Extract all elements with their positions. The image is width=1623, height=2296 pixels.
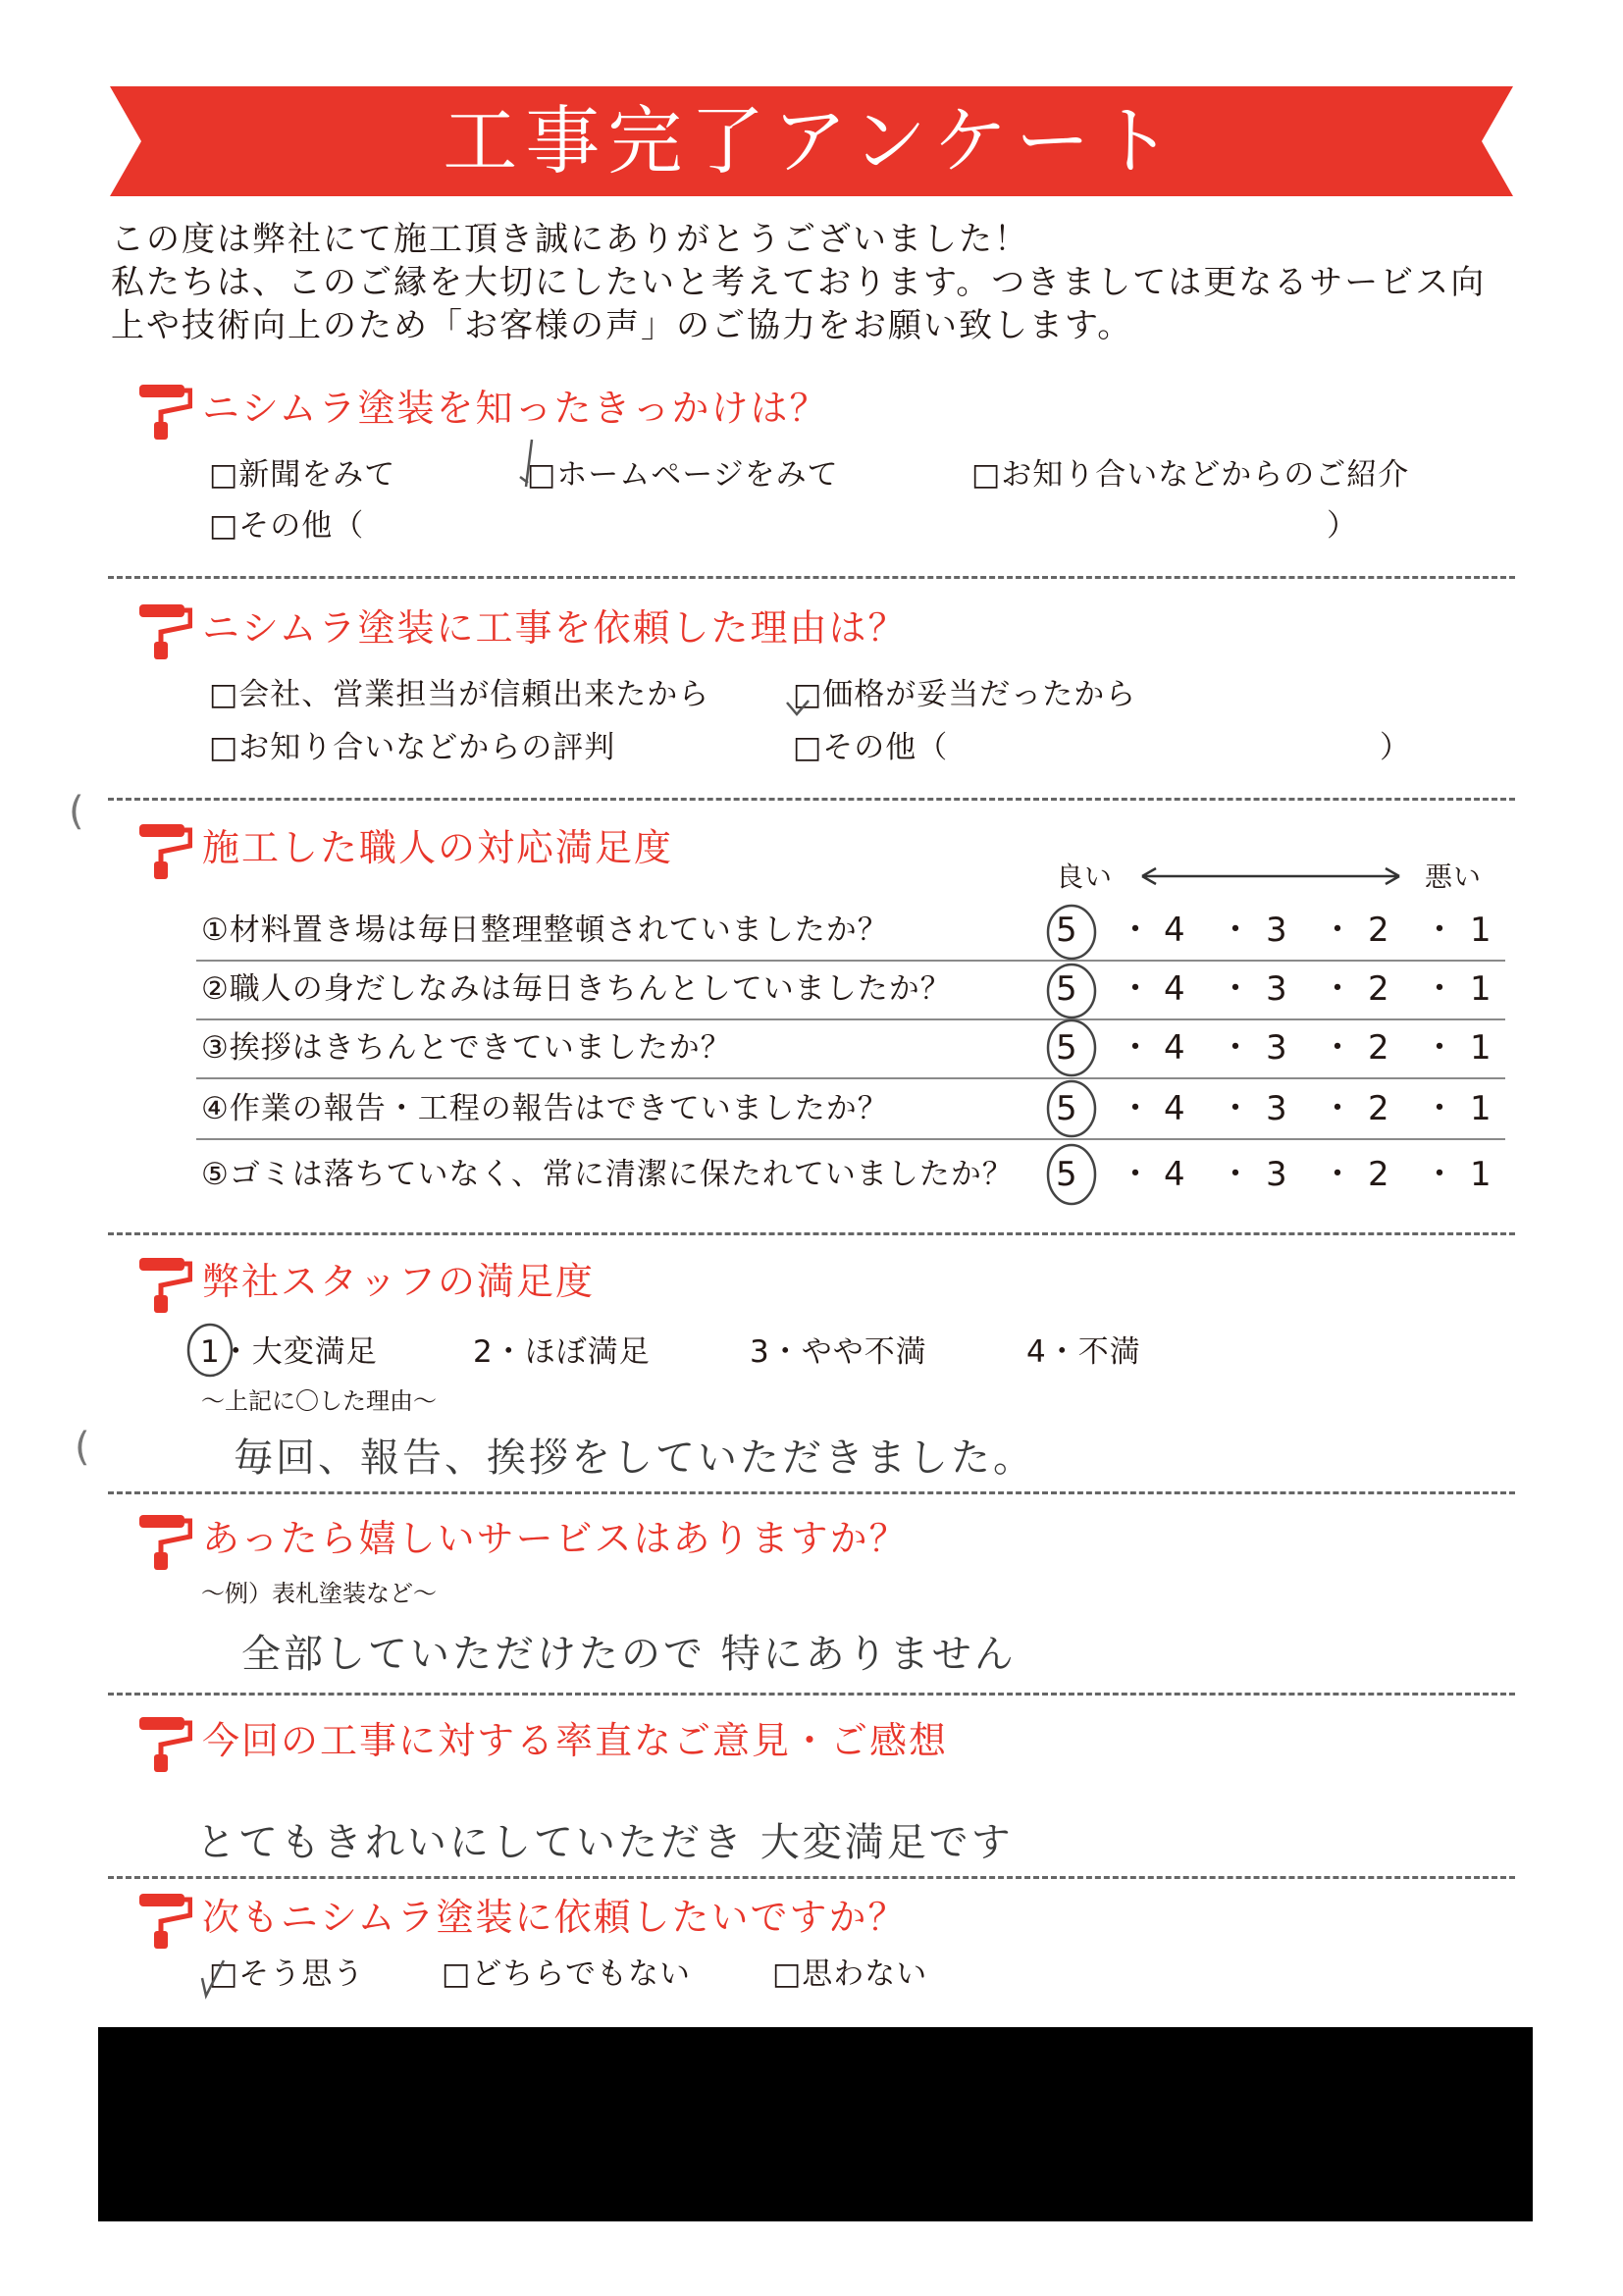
- divider-q1: [108, 576, 1515, 579]
- paint-roller-icon: [137, 1252, 192, 1315]
- rating-question-4: ④作業の報告・工程の報告はできていましたか？: [201, 1091, 889, 1126]
- paint-roller-icon: [137, 818, 192, 881]
- q7-option-yes[interactable]: □そう思う: [209, 1957, 365, 1992]
- scale-sep: ・: [1423, 1089, 1456, 1128]
- rating-question-5: ⑤ゴミは落ちていなく、常に清潔に保たれていましたか？: [201, 1157, 1014, 1192]
- page-title: 工事完了アンケート: [443, 97, 1180, 184]
- q2-option-other[interactable]: □その他（: [793, 730, 949, 765]
- q2-other-close-paren: ）: [1380, 730, 1411, 765]
- paint-roller-icon: [137, 1509, 192, 1572]
- scale-sep: ・: [1119, 1028, 1152, 1068]
- q2-option-trust[interactable]: □会社、営業担当が信頼出来たから: [209, 677, 710, 712]
- scale-sep: ・: [1219, 969, 1252, 1009]
- scale-sep: ・: [1423, 1028, 1456, 1068]
- scale-2[interactable]: 2: [1368, 1155, 1389, 1194]
- scale-sep: ・: [1119, 911, 1152, 950]
- scale-5[interactable]: 5: [1056, 1089, 1077, 1128]
- rating-question-3: ③挨拶はきちんとできていましたか？: [201, 1030, 732, 1066]
- redacted-area: [98, 2027, 1533, 2221]
- selected-circle-5: [1042, 901, 1101, 964]
- q4-option-very-satisfied[interactable]: 1・大変満足: [200, 1334, 378, 1370]
- intro-line-3: 上や技術向上のため「お客様の声」のご協力をお願い致します。: [111, 306, 1133, 345]
- q2-option-price[interactable]: □価格が妥当だったから: [793, 677, 1137, 712]
- selected-circle-5: [1042, 1077, 1101, 1140]
- scale-sep: ・: [1219, 1028, 1252, 1068]
- selected-circle-1: [183, 1321, 237, 1380]
- scale-sep: ・: [1423, 911, 1456, 950]
- selected-circle-5: [1042, 1017, 1101, 1079]
- scale-sep: ・: [1423, 1155, 1456, 1194]
- scale-3[interactable]: 3: [1266, 969, 1287, 1009]
- scale-2[interactable]: 2: [1368, 1089, 1389, 1128]
- scale-sep: ・: [1321, 1089, 1354, 1128]
- row-rule: [196, 960, 1505, 962]
- scale-sep: ・: [1321, 1155, 1354, 1194]
- divider-q4: [108, 1491, 1515, 1494]
- scale-5[interactable]: 5: [1056, 969, 1077, 1009]
- divider-q3: [108, 1232, 1515, 1235]
- scale-3[interactable]: 3: [1266, 1089, 1287, 1128]
- paint-roller-icon: [137, 1888, 192, 1951]
- scale-good-label: 良い: [1056, 861, 1114, 893]
- q4-option-somewhat-dissatisfied[interactable]: 3・やや不満: [750, 1334, 927, 1370]
- scale-1[interactable]: 1: [1470, 1089, 1492, 1128]
- scale-5[interactable]: 5: [1056, 1028, 1077, 1068]
- scale-2[interactable]: 2: [1368, 969, 1389, 1009]
- q1-checkmark: [516, 438, 555, 496]
- scale-3[interactable]: 3: [1266, 1028, 1287, 1068]
- section-heading-text: 今回の工事に対する率直なご意見・ご感想: [202, 1719, 949, 1762]
- row-rule: [196, 1077, 1505, 1079]
- margin-mark: (: [69, 789, 84, 834]
- q2-checkmark: [783, 685, 822, 724]
- scale-5[interactable]: 5: [1056, 1155, 1077, 1194]
- q1-option-newspaper[interactable]: □新聞をみて: [209, 457, 396, 493]
- q1-other-close-paren: ）: [1327, 508, 1358, 544]
- section-heading-text: 施工した職人の対応満足度: [202, 826, 674, 869]
- scale-4[interactable]: 4: [1164, 1028, 1185, 1068]
- q1-option-homepage[interactable]: □ホームページをみて: [527, 457, 839, 493]
- scale-4[interactable]: 4: [1164, 1089, 1185, 1128]
- scale-1[interactable]: 1: [1470, 1028, 1492, 1068]
- scale-sep: ・: [1219, 1089, 1252, 1128]
- selected-circle-5: [1042, 960, 1101, 1022]
- scale-1[interactable]: 1: [1470, 969, 1492, 1009]
- q7-option-no[interactable]: □思わない: [772, 1957, 928, 1992]
- selected-circle-5: [1042, 1140, 1101, 1209]
- scale-1[interactable]: 1: [1470, 911, 1492, 950]
- scale-sep: ・: [1219, 1155, 1252, 1194]
- scale-sep: ・: [1119, 1089, 1152, 1128]
- scale-4[interactable]: 4: [1164, 969, 1185, 1009]
- scale-2[interactable]: 2: [1368, 1028, 1389, 1068]
- q4-handwritten-answer[interactable]: 毎回、報告、挨拶をしていただきました。: [234, 1435, 1035, 1481]
- intro-line-1: この度は弊社にて施工頂き誠にありがとうございました！: [111, 220, 1029, 259]
- q4-reason-label: 〜上記に〇した理由〜: [201, 1387, 437, 1415]
- q7-option-neutral[interactable]: □どちらでもない: [442, 1957, 691, 1992]
- paint-roller-icon: [137, 379, 192, 442]
- scale-4[interactable]: 4: [1164, 1155, 1185, 1194]
- intro-line-2: 私たちは、このご縁を大切にしたいと考えております。つきましては更なるサービス向: [111, 263, 1487, 302]
- scale-sep: ・: [1321, 911, 1354, 950]
- q5-handwritten-answer[interactable]: 全部していただけたので 特にありません: [241, 1632, 1017, 1677]
- divider-q6: [108, 1876, 1515, 1879]
- scale-sep: ・: [1321, 1028, 1354, 1068]
- q5-example: 〜例）表札塗装など〜: [201, 1580, 437, 1607]
- q1-option-referral[interactable]: □お知り合いなどからのご紹介: [971, 457, 1410, 493]
- scale-bad-label: 悪い: [1425, 861, 1483, 893]
- paint-roller-icon: [137, 1711, 192, 1774]
- scale-3[interactable]: 3: [1266, 1155, 1287, 1194]
- row-rule: [196, 1138, 1505, 1140]
- scale-3[interactable]: 3: [1266, 911, 1287, 950]
- section-heading-text: ニシムラ塗装を知ったきっかけは？: [202, 387, 829, 430]
- row-rule: [196, 1018, 1505, 1020]
- scale-sep: ・: [1321, 969, 1354, 1009]
- scale-2[interactable]: 2: [1368, 911, 1389, 950]
- section-heading-text: ニシムラ塗装に工事を依頼した理由は？: [202, 606, 908, 650]
- scale-5[interactable]: 5: [1056, 911, 1077, 950]
- q7-checkmark: [196, 1957, 236, 2000]
- scale-4[interactable]: 4: [1164, 911, 1185, 950]
- q4-option-dissatisfied[interactable]: 4・不満: [1026, 1334, 1141, 1370]
- scale-sep: ・: [1423, 969, 1456, 1009]
- margin-mark: (: [75, 1425, 90, 1470]
- scale-sep: ・: [1219, 911, 1252, 950]
- q6-handwritten-answer[interactable]: とてもきれいにしていただき 大変満足です: [196, 1820, 1014, 1865]
- section-heading-text: あったら嬉しいサービスはありますか？: [202, 1517, 909, 1560]
- section-heading-text: 弊社スタッフの満足度: [202, 1260, 596, 1303]
- q1-option-other[interactable]: □その他（: [209, 508, 365, 544]
- scale-sep: ・: [1119, 969, 1152, 1009]
- section-heading-text: 次もニシムラ塗装に依頼したいですか？: [202, 1896, 908, 1939]
- rating-question-2: ②職人の身だしなみは毎日きちんとしていましたか？: [201, 971, 952, 1007]
- scale-1[interactable]: 1: [1470, 1155, 1492, 1194]
- divider-q2: [108, 798, 1515, 801]
- scale-sep: ・: [1119, 1155, 1152, 1194]
- paint-roller-icon: [137, 599, 192, 661]
- rating-question-1: ①材料置き場は毎日整理整頓されていましたか？: [201, 913, 889, 948]
- scale-arrow: [1138, 863, 1403, 889]
- divider-q5: [108, 1693, 1515, 1696]
- q4-option-mostly-satisfied[interactable]: 2・ほぼ満足: [473, 1334, 651, 1370]
- q2-option-reputation[interactable]: □お知り合いなどからの評判: [209, 730, 616, 765]
